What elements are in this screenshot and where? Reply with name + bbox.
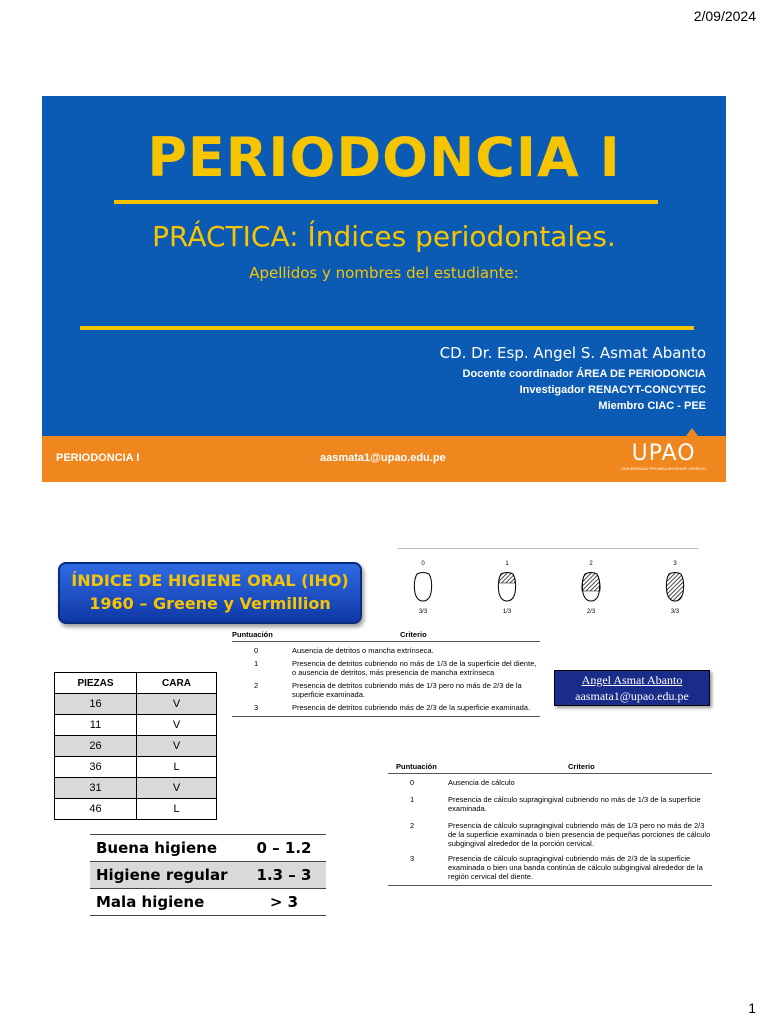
tooth-score-number: 2 [589, 561, 593, 567]
score-cell: 0 [410, 778, 415, 787]
iho-title-badge [58, 562, 362, 624]
tooth-icon [496, 571, 518, 603]
badge-title: ÍNDICE DE HIGIENE ORAL (IHO) [71, 571, 349, 590]
upao-logo [621, 442, 706, 472]
piezas-table [54, 672, 217, 820]
criteria-cell: Presencia de cálculo supragingival cubriendo no más de 1/3 de la superficie examinada. [448, 795, 701, 813]
title-slide [42, 96, 726, 482]
tooth-score-number: 3 [673, 561, 677, 567]
author-name: CD. Dr. Esp. Angel S. Asmat Abanto [439, 344, 706, 362]
score-cell: 2 [410, 821, 415, 830]
table-header-row [55, 673, 217, 694]
cara-cell: V [137, 694, 217, 715]
table-row [90, 862, 326, 889]
tooth-fraction: 3/3 [670, 609, 680, 615]
criteria-cell: Presencia de detritos cubriendo más de 2/3 de la superficie examinada. [292, 703, 531, 712]
tooth-score-1 [482, 549, 532, 615]
score-cell: 3 [410, 854, 415, 863]
score-cell: 2 [254, 681, 259, 690]
author-box-email: aasmata1@upao.edu.pe [575, 689, 689, 703]
table-row [90, 835, 326, 862]
criteria-cell: Ausencia de cálculo [448, 778, 515, 787]
cara-cell: L [137, 757, 217, 778]
author-contact-box [554, 670, 710, 706]
table-row [232, 681, 540, 699]
hygiene-label: Mala higiene [96, 893, 205, 911]
hygiene-range: > 3 [269, 893, 299, 911]
tooth-icon [412, 571, 434, 603]
student-name-prompt: Apellidos y nombres del estudiante: [249, 264, 519, 282]
tooth-score-number: 0 [421, 561, 425, 567]
table-row [55, 694, 217, 715]
author-role: Docente coordinador ÁREA DE PERIODONCIA [462, 368, 706, 380]
tooth-score-diagram [398, 548, 698, 624]
hygiene-label: Buena higiene [96, 839, 218, 857]
table-row [232, 659, 540, 677]
criteria-cell: Presencia de detritos cubriendo más de 1/3 pero no más de 2/3 de la superficie examinada. [292, 681, 522, 699]
author-block [440, 344, 706, 414]
criteria-cell: Presencia de cálculo supragingival cubriendo más de 1/3 pero no más de 2/3 de la superficie examinada o bien presencia de pequeñas porciones de cálculo subgingival alrededor de la porción cervical. [448, 821, 711, 848]
author-role: Investigador RENACYT-CONCYTEC [519, 384, 706, 396]
table-row [55, 778, 217, 799]
cara-cell: V [137, 778, 217, 799]
hygiene-range: 1.3 – 3 [242, 862, 326, 889]
table-row [55, 799, 217, 820]
tooth-fraction: 1/3 [502, 609, 512, 615]
cara-cell: V [137, 715, 217, 736]
author-role: Miembro CIAC - PEE [598, 400, 706, 412]
pieza-cell: 46 [55, 799, 137, 820]
slide-title: PERIODONCIA I [147, 126, 621, 189]
tooth-fraction: 3/3 [418, 609, 428, 615]
page-date: 2/09/2024 [693, 8, 756, 24]
logo-text: UPAO [631, 441, 696, 466]
logo-subtext: UNIVERSIDAD PRIVADA ANTENOR ORREGO [621, 466, 706, 471]
tooth-score-number: 1 [505, 561, 509, 567]
iho-slide [42, 540, 726, 926]
table-row [388, 795, 712, 813]
table-header [388, 762, 712, 774]
footer-notch [686, 428, 698, 436]
tooth-icon [664, 571, 686, 603]
pieza-cell: 11 [55, 715, 137, 736]
header-cara: CARA [137, 673, 217, 694]
calculus-criteria-table [388, 762, 712, 886]
hygiene-range: 0 – 1.2 [256, 839, 312, 857]
slide-subtitle: PRÁCTICA: Índices periodontales. [152, 220, 616, 253]
table-row [388, 821, 712, 848]
hygiene-scale-table [90, 834, 326, 916]
hygiene-label: Higiene regular [90, 862, 242, 889]
author-box-name: Angel Asmat Abanto [581, 673, 683, 687]
tooth-score-0 [398, 549, 448, 615]
score-cell: 1 [410, 795, 415, 804]
score-cell: 3 [254, 703, 259, 712]
pieza-cell: 36 [55, 757, 137, 778]
table-row [55, 757, 217, 778]
table-row [232, 703, 540, 712]
header-criteria: Criterio [400, 630, 427, 639]
badge-subtitle: 1960 – Greene y Vermillion [89, 594, 331, 613]
criteria-cell: Presencia de detritos cubriendo no más de 1/3 de la superficie del diente, o ausencia de detritos, más presencia de mancha extrínseca [292, 659, 537, 677]
student-name-blank-line [80, 326, 694, 330]
table-bottom-rule [232, 716, 540, 717]
table-row [90, 889, 326, 916]
table-bottom-rule [388, 885, 712, 886]
pieza-cell: 16 [55, 694, 137, 715]
tooth-score-2 [566, 549, 616, 615]
table-row [55, 736, 217, 757]
page-number: 1 [748, 1000, 756, 1016]
slide-footer [42, 436, 726, 482]
pieza-cell: 26 [55, 736, 137, 757]
cara-cell: V [137, 736, 217, 757]
table-row [232, 646, 540, 655]
header-score: Puntuación [396, 762, 437, 771]
tooth-score-3 [650, 549, 700, 615]
score-cell: 1 [254, 659, 259, 668]
title-underline [114, 200, 658, 204]
footer-email: aasmata1@upao.edu.pe [320, 452, 446, 464]
cara-cell: L [137, 799, 217, 820]
debris-criteria-table [232, 630, 540, 717]
criteria-cell: Ausencia de detritos o mancha extrínseca. [292, 646, 434, 655]
table-row [388, 854, 712, 881]
header-piezas: PIEZAS [55, 673, 137, 694]
header-criteria: Criterio [568, 762, 595, 771]
table-row [388, 778, 712, 787]
table-header [232, 630, 540, 642]
tooth-fraction: 2/3 [586, 609, 596, 615]
header-score: Puntuación [232, 630, 273, 639]
footer-course: PERIODONCIA I [56, 452, 140, 464]
criteria-cell: Presencia de cálculo supragingival cubriendo más de 2/3 de la superficie examinada o bien una banda continúa de cálculo subgingival alrededor de la región cervical del diente. [448, 854, 703, 881]
pieza-cell: 31 [55, 778, 137, 799]
table-row [55, 715, 217, 736]
score-cell: 0 [254, 646, 259, 655]
tooth-icon [580, 571, 602, 603]
